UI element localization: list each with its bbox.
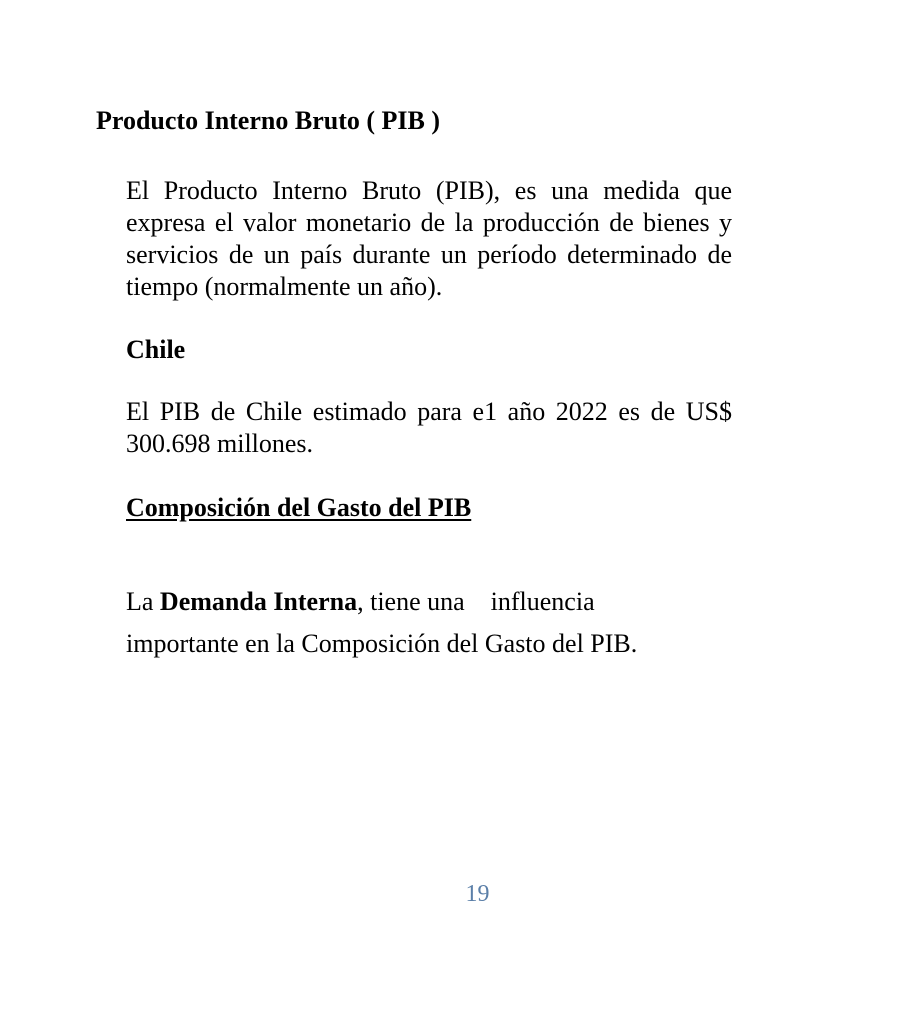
demand-line1-rest: , tiene una influencia	[357, 587, 595, 616]
page-number: 19	[465, 881, 490, 907]
section-heading-chile: Chile	[126, 335, 186, 364]
demand-bold-term: Demanda Interna	[159, 587, 358, 616]
definition-paragraph: El Producto Interno Bruto (PIB), es una medida que expresa el valor monetario de la producción de bienes y servicios de un país durante un período determinado de tiempo (normalmente un año).	[126, 176, 732, 301]
demand-line2: importante en la Composición del Gasto del PIB.	[126, 629, 638, 658]
chile-paragraph: El PIB de Chile estimado para e1 año 2022 es de US$ 300.698 millones.	[126, 397, 732, 458]
page-title: Producto Interno Bruto ( PIB )	[96, 106, 441, 135]
demand-prefix: La	[126, 587, 160, 616]
section-heading-composition: Composición del Gasto del PIB	[126, 493, 472, 522]
demand-paragraph	[126, 581, 746, 665]
